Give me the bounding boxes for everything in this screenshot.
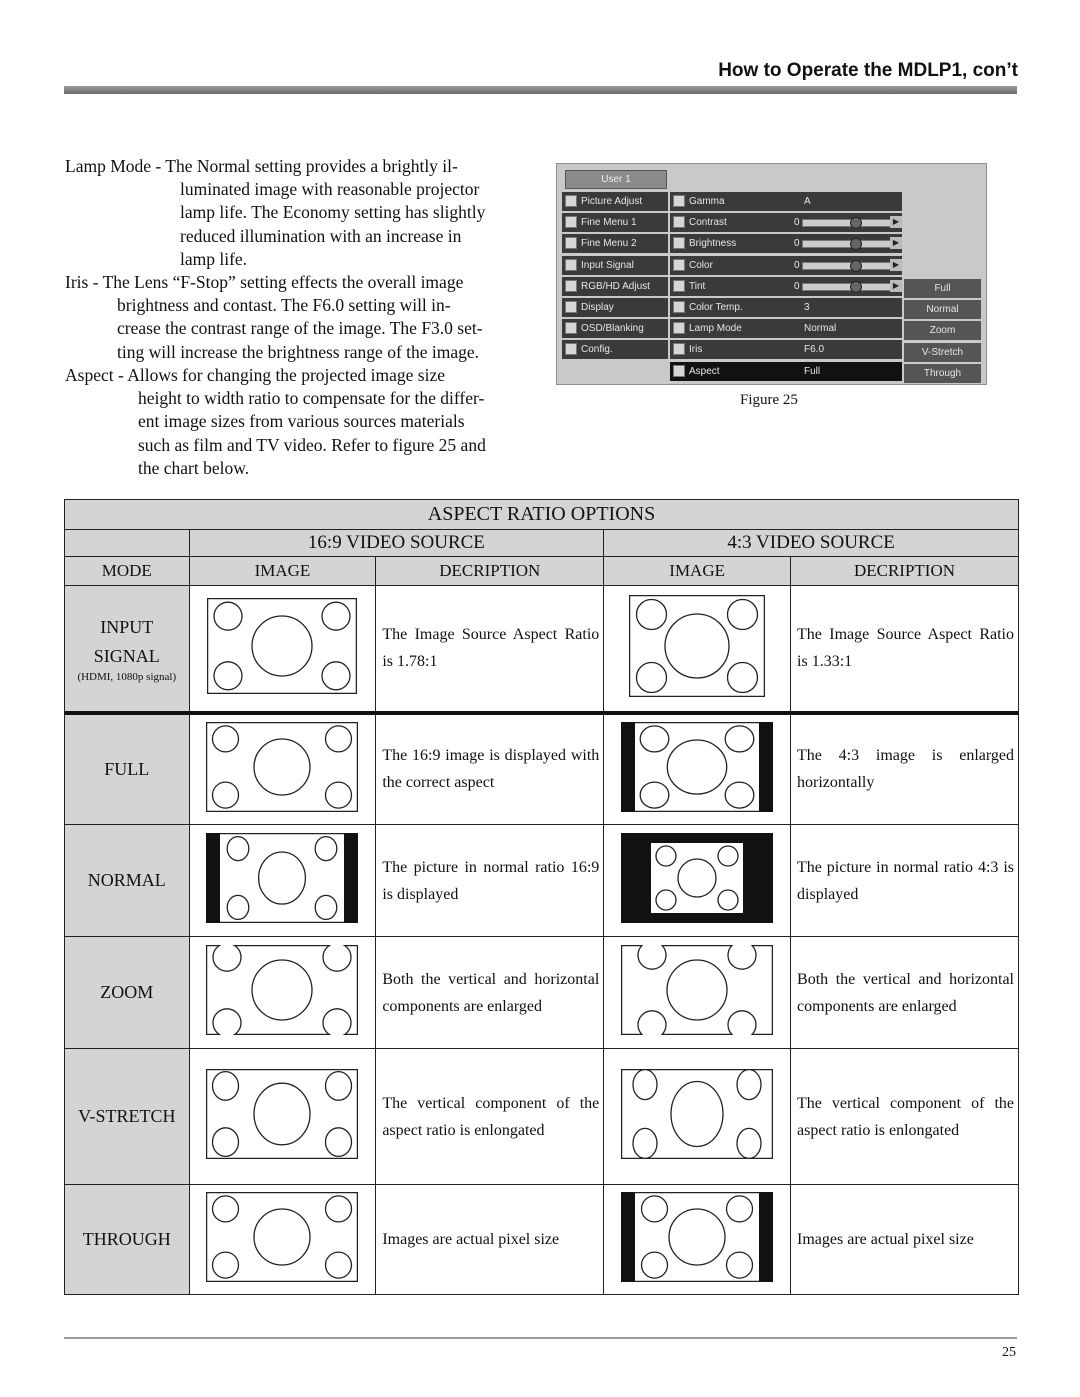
osd-slider xyxy=(802,219,900,227)
circle-shape xyxy=(254,1209,310,1265)
lamp-mode-line: reduced illumination with an increase in xyxy=(180,225,462,246)
osd-setting-label: Color xyxy=(689,259,713,271)
lamp-mode-paragraph xyxy=(65,155,535,271)
image-cell xyxy=(604,937,791,1049)
osd-slider xyxy=(802,262,900,270)
circle-shape xyxy=(213,726,239,752)
arrow-right-icon: ▶ xyxy=(890,216,902,228)
osd-aspect-option: Through xyxy=(904,364,981,383)
circle-shape xyxy=(322,602,350,630)
full-16-9-diagram xyxy=(206,722,358,812)
circle-shape xyxy=(671,1082,723,1147)
osd-setting-value: 0 xyxy=(794,217,800,229)
osd-slider-knob xyxy=(850,260,862,272)
circle-shape xyxy=(254,739,310,795)
mode-cell xyxy=(65,713,190,825)
lamp-mode-line: luminated image with reasonable projector xyxy=(180,179,480,200)
circle-shape xyxy=(254,1083,310,1145)
osd-left-item: Display xyxy=(562,298,668,317)
circle-shape xyxy=(326,1252,352,1278)
osd-setting-value: Full xyxy=(804,365,821,377)
lamp-mode-icon xyxy=(673,322,685,334)
osd-setting-value: 0 xyxy=(794,280,800,292)
circle-shape xyxy=(213,1072,239,1101)
osd-setting-label: Contrast xyxy=(689,217,727,229)
table-row xyxy=(65,1049,1019,1185)
circle-shape xyxy=(213,1128,239,1157)
image-cell xyxy=(189,825,376,937)
circle-shape xyxy=(633,1070,657,1100)
osd-aspect-options xyxy=(904,279,981,385)
brightness-icon xyxy=(673,237,685,249)
osd-aspect-option: Zoom xyxy=(904,321,981,340)
lamp-mode-line: Lamp Mode - The Normal setting provides a brightly il- xyxy=(65,156,458,176)
osd-setting-label: Tint xyxy=(689,280,706,292)
config-icon xyxy=(565,343,577,355)
column-header-image: IMAGE xyxy=(189,557,376,586)
osd-setting-label: Lamp Mode xyxy=(689,323,742,335)
circle-shape xyxy=(728,945,756,969)
mode-label: NORMAL xyxy=(87,870,166,890)
rgb-hd-adjust-icon xyxy=(565,280,577,292)
mode-label: FULL xyxy=(104,758,150,779)
osd-left-item: Config. xyxy=(562,340,668,359)
circle-shape xyxy=(214,662,242,690)
column-header-image: IMAGE xyxy=(604,557,791,586)
osd-left-item: OSD/Blanking xyxy=(562,319,668,338)
description-cell: The vertical component of the aspect ratio is enlongated xyxy=(376,1049,604,1185)
iris-line: crease the contrast range of the image. The F3.0 set- xyxy=(117,318,483,339)
column-header-description: DECRIPTION xyxy=(791,557,1019,586)
osd-setting-row xyxy=(670,362,902,381)
black-bar xyxy=(759,722,773,812)
circle-shape xyxy=(637,662,667,692)
mode-note: (HDMI, 1080p signal) xyxy=(77,671,177,684)
osd-setting-row xyxy=(670,319,902,338)
iris-paragraph xyxy=(65,271,535,364)
table-title: ASPECT RATIO OPTIONS xyxy=(65,500,1019,530)
color-icon xyxy=(673,259,685,271)
aspect-line: ent image sizes from various sources materials xyxy=(138,411,465,432)
image-cell xyxy=(189,937,376,1049)
black-bar xyxy=(621,833,651,923)
circle-shape xyxy=(326,782,352,808)
description-cell: The Image Source Aspect Ratio is 1.78:1 xyxy=(376,586,604,713)
circle-shape xyxy=(728,1011,756,1035)
normal-16-9-diagram xyxy=(206,833,358,923)
fine-menu-icon xyxy=(565,216,577,228)
image-cell xyxy=(604,586,791,713)
iris-line: Iris - The Lens “F-Stop” setting effects the overall image xyxy=(65,272,464,292)
source-16-9-header: 16:9 VIDEO SOURCE xyxy=(189,530,604,557)
mode-cell xyxy=(65,1049,190,1185)
color-temp-icon xyxy=(673,301,685,313)
fine-menu-icon xyxy=(565,237,577,249)
arrow-right-icon: ▶ xyxy=(890,237,902,249)
osd-settings-list xyxy=(670,192,902,383)
aspect-line: height to width ratio to compensate for the differ- xyxy=(138,388,485,409)
osd-aspect-option: Full xyxy=(904,279,981,298)
through-16-9-diagram xyxy=(206,1192,358,1282)
circle-shape xyxy=(326,726,352,752)
vstretch-4-3-diagram xyxy=(621,1069,773,1159)
circle-shape xyxy=(640,782,669,808)
osd-user-tab: User 1 xyxy=(565,170,667,189)
table-row xyxy=(65,825,1019,937)
circle-shape xyxy=(725,782,754,808)
osd-setting-value: Normal xyxy=(804,323,837,335)
iris-line: ting will increase the brightness range of the image. xyxy=(117,341,480,362)
figure-caption: Figure 25 xyxy=(740,392,798,408)
mode-label: ZOOM xyxy=(100,982,154,1002)
circle-shape xyxy=(326,1196,352,1222)
osd-setting-label: Color Temp. xyxy=(689,301,743,313)
osd-setting-label: Aspect xyxy=(689,365,720,377)
zoom-16-9-diagram xyxy=(206,945,358,1035)
description-cell: Images are actual pixel size xyxy=(376,1185,604,1295)
description-cell: The vertical component of the aspect ratio is enlongated xyxy=(791,1049,1019,1185)
osd-setting-row xyxy=(670,213,902,232)
column-header-description: DECRIPTION xyxy=(376,557,604,586)
arrow-right-icon: ▶ xyxy=(890,259,902,271)
osd-setting-row xyxy=(670,298,902,317)
table-row xyxy=(65,937,1019,1049)
osd-left-item: Picture Adjust xyxy=(562,192,668,211)
description-cell: The 16:9 image is displayed with the correct aspect xyxy=(376,713,604,825)
description-cell: The 4:3 image is enlarged horizontally xyxy=(791,713,1019,825)
osd-slider-knob xyxy=(850,281,862,293)
circle-shape xyxy=(213,945,241,971)
header-rule xyxy=(64,86,1017,94)
osd-blanking-icon xyxy=(565,322,577,334)
osd-setting-label: Brightness xyxy=(689,238,737,250)
osd-setting-row xyxy=(670,277,902,296)
full-4-3-diagram xyxy=(621,722,773,812)
circle-shape xyxy=(316,895,338,919)
osd-setting-label: Gamma xyxy=(689,196,725,207)
picture-adjust-icon xyxy=(565,195,577,207)
circle-shape xyxy=(727,1252,753,1278)
osd-aspect-option: Normal xyxy=(904,300,981,319)
black-bar xyxy=(344,833,358,923)
input-4-3-diagram xyxy=(629,595,765,697)
osd-setting-row xyxy=(670,234,902,253)
circle-shape xyxy=(737,1128,761,1158)
black-bar xyxy=(621,722,635,812)
circle-shape xyxy=(728,662,758,692)
description-cell: Both the vertical and horizontal components are enlarged xyxy=(376,937,604,1049)
image-cell xyxy=(189,586,376,713)
mode-label: THROUGH xyxy=(82,1229,171,1249)
circle-shape xyxy=(656,890,676,910)
circle-shape xyxy=(323,945,351,971)
circle-shape xyxy=(667,960,727,1020)
aspect-line: such as film and TV video. Refer to figure 25 and xyxy=(138,434,486,455)
through-4-3-diagram xyxy=(621,1192,773,1282)
mode-cell xyxy=(65,1185,190,1295)
mode-label: V-STRETCH xyxy=(78,1106,176,1126)
black-bar xyxy=(759,1192,773,1282)
aspect-line: Aspect - Allows for changing the projected image size xyxy=(65,365,446,385)
description-cell: Images are actual pixel size xyxy=(791,1185,1019,1295)
image-cell xyxy=(604,1049,791,1185)
page-number: 25 xyxy=(1002,1345,1016,1360)
image-cell xyxy=(189,1049,376,1185)
circle-shape xyxy=(228,895,250,919)
iris-line: brightness and contast. The F6.0 setting will in- xyxy=(117,295,451,316)
circle-shape xyxy=(633,1128,657,1158)
gamma-icon xyxy=(673,195,685,207)
circle-shape xyxy=(322,662,350,690)
black-bar xyxy=(621,1192,635,1282)
circle-shape xyxy=(638,945,666,969)
circle-shape xyxy=(259,852,306,904)
circle-shape xyxy=(669,1209,725,1265)
circle-shape xyxy=(213,782,239,808)
circle-shape xyxy=(228,837,250,861)
osd-setting-row xyxy=(670,340,902,359)
circle-shape xyxy=(678,859,716,897)
circle-shape xyxy=(252,960,312,1020)
osd-slider xyxy=(802,283,900,291)
osd-setting-value: F6.0 xyxy=(804,344,825,356)
circle-shape xyxy=(667,740,726,794)
osd-setting-row xyxy=(670,256,902,275)
description-cell: The picture in normal ratio 4:3 is displayed xyxy=(791,825,1019,937)
normal-4-3-diagram xyxy=(621,833,773,923)
mode-cell xyxy=(65,586,190,713)
description-cell: The Image Source Aspect Ratio is 1.33:1 xyxy=(791,586,1019,713)
circle-shape xyxy=(725,726,754,752)
osd-slider xyxy=(802,240,900,248)
circle-shape xyxy=(728,599,758,629)
black-bar xyxy=(743,833,773,923)
osd-left-item: RGB/HD Adjust xyxy=(562,277,668,296)
mode-cell xyxy=(65,937,190,1049)
osd-setting-row xyxy=(670,192,902,211)
description-cell: The picture in normal ratio 16:9 is displayed xyxy=(376,825,604,937)
circle-shape xyxy=(214,602,242,630)
lamp-mode-line: lamp life. The Economy setting has slightly xyxy=(180,202,486,223)
arrow-right-icon: ▶ xyxy=(890,280,902,292)
osd-setting-value: 0 xyxy=(794,259,800,271)
mode-label: INPUT SIGNAL xyxy=(93,617,160,667)
table-row xyxy=(65,586,1019,713)
mode-cell xyxy=(65,825,190,937)
osd-left-item: Input Signal xyxy=(562,256,668,275)
description-cell: Both the vertical and horizontal components are enlarged xyxy=(791,937,1019,1049)
osd-setting-value: A xyxy=(804,196,811,207)
circle-shape xyxy=(656,846,676,866)
image-cell xyxy=(189,713,376,825)
circle-shape xyxy=(665,614,729,678)
circle-shape xyxy=(316,837,338,861)
input-16-9-diagram xyxy=(207,598,357,694)
circle-shape xyxy=(323,1009,351,1035)
circle-shape xyxy=(326,1128,352,1157)
image-cell xyxy=(604,1185,791,1295)
contrast-icon xyxy=(673,216,685,228)
aspect-paragraph xyxy=(65,364,535,480)
circle-shape xyxy=(718,890,738,910)
osd-slider-knob xyxy=(850,217,862,229)
iris-icon xyxy=(673,343,685,355)
table-row xyxy=(65,1185,1019,1295)
image-cell xyxy=(189,1185,376,1295)
osd-setting-value: 3 xyxy=(804,301,810,313)
lamp-mode-line: lamp life. xyxy=(180,248,248,269)
circle-shape xyxy=(640,726,669,752)
osd-setting-label: Iris xyxy=(689,344,703,356)
black-bar xyxy=(206,833,220,923)
input-signal-icon xyxy=(565,259,577,271)
image-cell xyxy=(604,713,791,825)
page-header-title: How to Operate the MDLP1, con’t xyxy=(718,60,1018,81)
circle-shape xyxy=(213,1252,239,1278)
osd-aspect-option: V-Stretch xyxy=(904,343,981,362)
osd-left-item: Fine Menu 2 xyxy=(562,234,668,253)
circle-shape xyxy=(326,1072,352,1101)
osd-slider-knob xyxy=(850,238,862,250)
aspect-line: the chart below. xyxy=(138,457,250,478)
aspect-ratio-table xyxy=(64,499,1019,1295)
osd-menu-figure xyxy=(556,163,987,385)
circle-shape xyxy=(642,1196,668,1222)
circle-shape xyxy=(727,1196,753,1222)
osd-left-item: Fine Menu 1 xyxy=(562,213,668,232)
circle-shape xyxy=(637,599,667,629)
source-4-3-header: 4:3 VIDEO SOURCE xyxy=(604,530,1019,557)
tint-icon xyxy=(673,280,685,292)
aspect-icon xyxy=(673,365,685,377)
osd-left-menu xyxy=(562,192,668,362)
circle-shape xyxy=(642,1252,668,1278)
osd-setting-value: 0 xyxy=(794,238,800,250)
circle-shape xyxy=(213,1009,241,1035)
circle-shape xyxy=(638,1011,666,1035)
vstretch-16-9-diagram xyxy=(206,1069,358,1159)
table-corner-cell xyxy=(65,530,190,557)
image-cell xyxy=(604,825,791,937)
footer-rule xyxy=(64,1337,1017,1339)
table-row xyxy=(65,713,1019,825)
circle-shape xyxy=(252,616,312,676)
circle-shape xyxy=(718,846,738,866)
column-header-mode: MODE xyxy=(65,557,190,586)
circle-shape xyxy=(213,1196,239,1222)
circle-shape xyxy=(737,1070,761,1100)
display-icon xyxy=(565,301,577,313)
zoom-4-3-diagram xyxy=(621,945,773,1035)
